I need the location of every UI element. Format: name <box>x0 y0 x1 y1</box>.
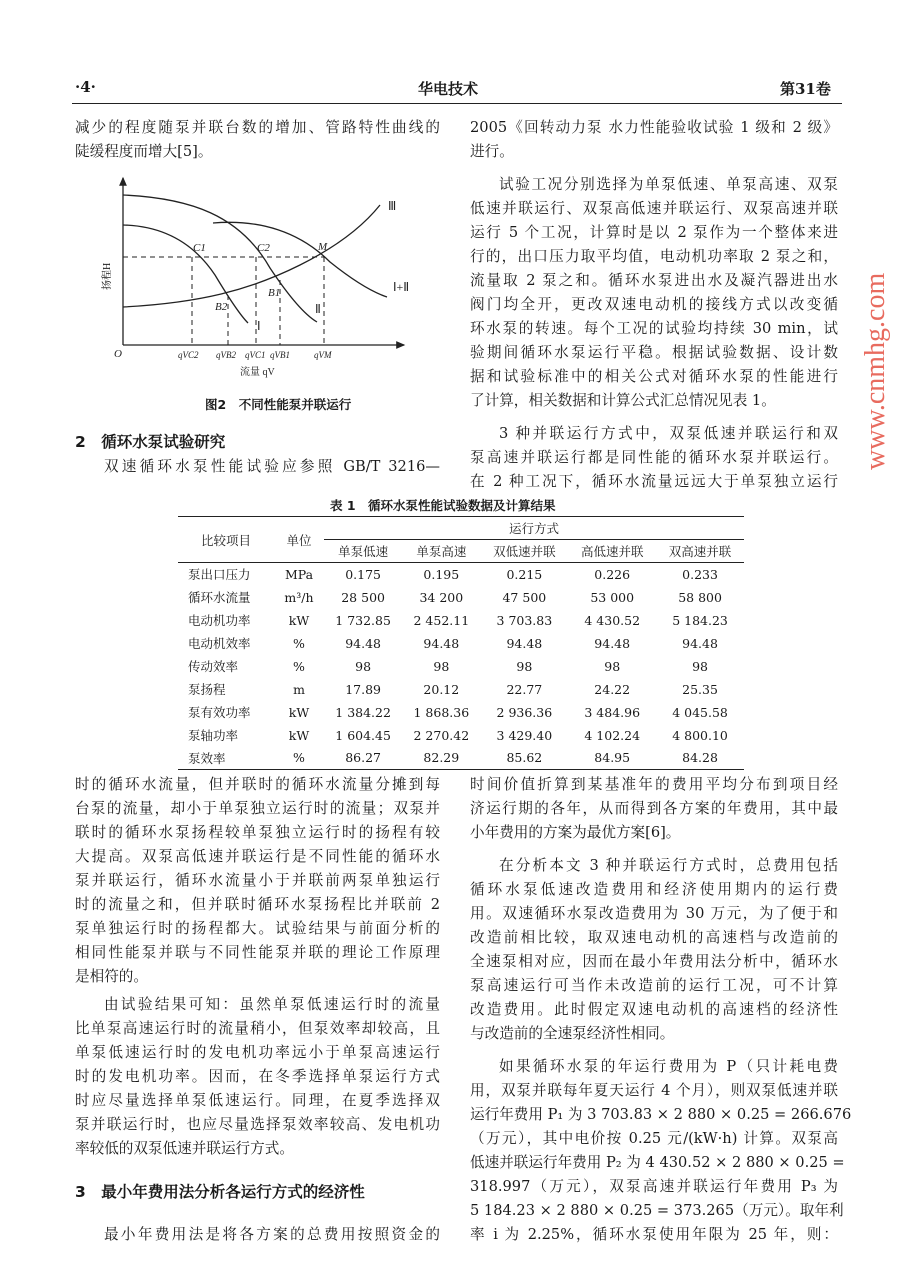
table-row <box>178 724 744 747</box>
text-line: 时的发电机功率。因而，在冬季选择单泵运行方式 <box>75 1068 440 1085</box>
figure-caption: 图2 不同性能泵并联运行 <box>205 397 352 412</box>
table-caption: 表 1 循环水泵性能试验数据及计算结果 <box>330 498 556 513</box>
text-line: 与改造前的全速泵经济性相同。 <box>470 1025 675 1042</box>
text-line: 大提高。双泵高低速并联运行是不同性能的循环水 <box>75 848 440 865</box>
table-cell: 1 604.45 <box>335 727 391 743</box>
point-M: M <box>318 241 328 253</box>
text-line: 台泵的流量，却小于单泵独立运行时的流量；双泵并 <box>75 800 440 817</box>
text-line: 泵并联运行时，也应尽量选择泵效率较高、发电机功 <box>75 1116 440 1133</box>
text-line: 了计算，相关数据和计算公式汇总情况见表 1。 <box>470 392 776 409</box>
table-cell: 5 184.23 <box>672 612 728 628</box>
text-line: 相同性能泵并联与不同性能泵并联的理论工作原理 <box>75 944 440 961</box>
table-cell: % <box>293 750 305 766</box>
table-cell: 0.195 <box>423 566 460 582</box>
table-cell: 1 732.85 <box>335 612 391 628</box>
point-C2: C2 <box>257 242 270 254</box>
table-cell: kW <box>288 704 310 720</box>
table-cell: 94.48 <box>345 635 381 651</box>
table-cell: 98 <box>516 658 533 674</box>
table-cell: 泵出口压力 <box>188 567 251 583</box>
tick: qVC2 <box>178 350 199 360</box>
table-cell: 0.226 <box>594 566 631 582</box>
text-line: 环水泵的转速。每个工况的试验均持续 30 min，试 <box>470 320 838 337</box>
col-group: 运行方式 <box>324 517 744 540</box>
tick: qVC1 <box>245 350 266 360</box>
table-cell: 86.27 <box>345 750 381 766</box>
table-cell: 17.89 <box>345 681 381 697</box>
section-3-heading: 3 最小年费用法分析各运行方式的经济性 <box>75 1183 365 1201</box>
table-cell: 电动机功率 <box>188 613 251 628</box>
paragraph <box>75 116 440 164</box>
curve-III <box>123 205 380 307</box>
table-cell: MPa <box>284 566 314 582</box>
paragraph <box>470 116 838 164</box>
table-cell: kW <box>288 612 310 628</box>
watermark <box>846 190 904 480</box>
col-unit: 单位 <box>274 517 324 563</box>
table-cell: 84.28 <box>682 750 718 766</box>
text-line: 用。双速循环水泵改造费用为 30 万元，为了便于和 <box>470 905 838 922</box>
curve-I <box>123 225 248 323</box>
table-cell: 2 452.11 <box>413 612 470 628</box>
table-cell: 84.95 <box>594 750 631 766</box>
table-cell: % <box>293 658 305 674</box>
text-line: 单泵低速运行时的发电机功率远小于单泵高速运行 <box>75 1044 440 1061</box>
table-cell: 47 500 <box>502 589 547 605</box>
table-cell: 98 <box>692 658 709 674</box>
table-cell: 0.175 <box>345 566 381 582</box>
table-row <box>178 701 744 724</box>
table-cell: 20.12 <box>423 681 460 697</box>
table-cell: 24.22 <box>594 681 631 697</box>
table-cell: 94.48 <box>423 635 460 651</box>
figure-2 <box>90 165 430 385</box>
text-line: 泵高速运行可当作未改造前的运行工况，可不计算 <box>470 977 838 994</box>
table-row <box>178 609 744 632</box>
section-2-heading: 2 循环水泵试验研究 <box>75 433 226 451</box>
table-cell: 1 384.22 <box>335 704 391 720</box>
volume: 第31卷 <box>780 80 831 98</box>
table-cell: kW <box>288 727 310 743</box>
table-cell: 4 102.24 <box>584 727 641 743</box>
text-line: 改造费用。此时假定双速电动机的高速档的经济性 <box>470 1001 838 1018</box>
origin: O <box>114 348 122 360</box>
table-cell: 0.215 <box>506 566 543 582</box>
paragraph <box>470 422 838 494</box>
table-cell: m <box>293 681 305 697</box>
col-mode: 双低速并联 <box>480 540 568 563</box>
table-cell: 1 868.36 <box>413 704 470 720</box>
text-line: 3 种并联运行方式中，双泵低速并联运行和双 <box>499 425 838 442</box>
text-line: 小年费用的方案为最优方案[6]。 <box>470 824 681 841</box>
table-cell: m³/h <box>284 589 314 605</box>
text-line: 如果循环水泵的年运行费用为 P（只计耗电费 <box>499 1058 838 1075</box>
table-cell: 泵轴功率 <box>188 728 239 743</box>
text-line: 时间价值折算到某基准年的费用平均分布到项目经 <box>470 776 838 793</box>
table-cell: 泵扬程 <box>188 682 226 697</box>
text-line: 率较低的双泵低速并联运行方式。 <box>75 1140 294 1157</box>
col-mode: 双高速并联 <box>656 540 744 563</box>
text-line: 在 2 种工况下，循环水流量远远大于单泵独立运行 <box>470 473 838 490</box>
table-cell: 4 045.58 <box>672 704 728 720</box>
table-cell: 94.48 <box>506 635 543 651</box>
table-cell: 82.29 <box>423 750 460 766</box>
col-mode: 单泵高速 <box>402 540 480 563</box>
table-cell: 循环水流量 <box>188 590 251 605</box>
paragraph <box>470 1055 852 1247</box>
text-line: 全速泵相对应，因而在最小年费用法分析中，循环水 <box>470 953 838 970</box>
table-cell: 3 703.83 <box>496 612 553 628</box>
point-C1: C1 <box>193 242 206 254</box>
paragraph <box>470 173 838 413</box>
table-cell: 25.35 <box>682 681 718 697</box>
text-line: 循环水泵低速改造费用和经济使用期内的运行费 <box>470 881 838 898</box>
tick: qVB1 <box>270 350 290 360</box>
table-cell: 53 000 <box>590 589 635 605</box>
table-row <box>178 678 744 701</box>
text-line: 泵单独运行时的扬程都大。试验结果与前面分析的 <box>75 920 440 937</box>
curve-I-II <box>213 222 387 297</box>
table-row <box>178 747 744 770</box>
text-line: 时应尽量选择单泵低速运行。同理，在夏季选择双 <box>75 1092 440 1109</box>
paragraph <box>470 854 838 1046</box>
table-cell: 3 429.40 <box>496 727 553 743</box>
table-cell: 98 <box>355 658 372 674</box>
text-line: 2005《回转动力泵 水力性能验收试验 1 级和 2 级》 <box>470 119 838 136</box>
paragraph <box>75 455 440 479</box>
table-row <box>178 586 744 609</box>
table-cell: 2 936.36 <box>496 704 553 720</box>
point-B2: B2 <box>215 301 228 313</box>
text-line: 运行 5 个工况，计算时是以 2 泵作为一个整体来进 <box>470 224 838 241</box>
table-cell: 3 484.96 <box>584 704 641 720</box>
text-line: 流量取 2 泵之和。循环水泵进出水及凝汽器进出水 <box>470 272 838 289</box>
paragraph <box>75 1223 440 1247</box>
table-cell: % <box>293 635 305 651</box>
table-cell: 34 200 <box>419 589 464 605</box>
table-cell: 泵效率 <box>188 750 226 766</box>
table-cell: 4 800.10 <box>672 727 728 743</box>
text-line: 验期间循环水泵运行平稳。根据试验数据、设计数 <box>470 344 838 361</box>
text-line: （万元），其中电价按 0.25 元/(kW·h) 计算。双泵高 <box>470 1130 838 1147</box>
text-line: 在分析本文 3 种并联运行方式时，总费用包括 <box>499 857 838 874</box>
text-line: 行的，出口压力取平均值，电动机功率取 2 泵之和， <box>470 248 838 265</box>
page-number: ·4· <box>75 78 96 96</box>
x-axis-label: 流量 qV <box>240 367 275 378</box>
text-line: 率 i 为 2.25%，循环水泵使用年限为 25 年，则： <box>470 1226 838 1243</box>
table-cell: 94.48 <box>682 635 718 651</box>
data-table <box>178 516 744 770</box>
text-line: 时的流量之和，但并联时循环水泵扬程比并联前 2 <box>75 896 440 913</box>
text-line: 试验工况分别选择为单泵低速、单泵高速、双泵 <box>499 176 838 193</box>
table-cell: 传动效率 <box>188 659 239 674</box>
table-row <box>178 632 744 655</box>
point-B1: B1 <box>268 287 281 299</box>
label-I: Ⅰ <box>257 319 261 333</box>
text-line: 济运行期的各年，从而得到各方案的年费用，其中最 <box>470 800 838 817</box>
tick: qVM <box>314 350 332 360</box>
col-mode: 单泵低速 <box>324 540 402 563</box>
text-line: 是相符的。 <box>75 968 148 985</box>
text-line: 运行年费用 P₁ 为 3 703.83 × 2 880 × 0.25 = 266.676 <box>470 1106 852 1123</box>
text-line: 据和试验标准中的相关公式对循环水泵的性能进行 <box>470 368 838 385</box>
text-line: 联时的循环水泵扬程较单泵独立运行时的扬程有较 <box>75 824 440 841</box>
text-line: 比单泵高速运行时的流量稍小，但泵效率却较高，且 <box>75 1020 440 1037</box>
text-line: 双速循环水泵性能试验应参照 GB/T 3216— <box>104 458 440 475</box>
watermark-text: www.cnmhg.com <box>860 272 891 470</box>
table-cell: 电动机效率 <box>188 636 251 651</box>
col-item: 比较项目 <box>178 517 274 563</box>
text-line: 泵并联运行，循环水流量小于并联前两泵单独运行 <box>75 872 440 889</box>
label-II: Ⅱ <box>315 302 321 316</box>
table-row <box>178 655 744 678</box>
paragraph <box>470 773 838 845</box>
table-cell: 85.62 <box>506 750 543 766</box>
y-axis-label: 扬程H <box>102 262 113 290</box>
paragraph <box>75 993 440 1161</box>
table-cell: 94.48 <box>594 635 631 651</box>
table-cell: 98 <box>433 658 450 674</box>
table-cell: 4 430.52 <box>584 612 641 628</box>
text-line: 时的循环水流量，但并联时的循环水流量分摊到每 <box>75 776 440 793</box>
text-line: 减少的程度随泵并联台数的增加、管路特性曲线的 <box>75 119 440 136</box>
text-line: 由试验结果可知：虽然单泵低速运行时的流量 <box>104 996 440 1013</box>
label-I-II: Ⅰ+Ⅱ <box>393 280 410 294</box>
table-cell: 98 <box>604 658 621 674</box>
table-cell: 28 500 <box>341 589 385 605</box>
text-line: 阀门均全开，更改双速电动机的接线方式以改变循 <box>470 296 838 313</box>
header-rule <box>72 103 842 104</box>
tick: qVB2 <box>216 350 236 360</box>
text-line: 5 184.23 × 2 880 × 0.25 = 373.265（万元）。取年利 <box>470 1202 844 1219</box>
label-III: Ⅲ <box>388 199 397 213</box>
text-line: 最小年费用法是将各方案的总费用按照资金的 <box>104 1226 440 1243</box>
col-mode: 高低速并联 <box>568 540 656 563</box>
text-line: 陡缓程度而增大[5]。 <box>75 143 213 160</box>
journal-name: 华电技术 <box>418 80 479 98</box>
table-cell: 2 270.42 <box>413 727 470 743</box>
text-line: 进行。 <box>470 143 514 160</box>
text-line: 低速并联运行、双泵高低速并联运行、双泵高速并联 <box>470 200 838 217</box>
table-row <box>178 563 744 586</box>
table-cell: 58 800 <box>678 589 722 605</box>
text-line: 泵高速并联运行都是同性能的循环水泵并联运行。 <box>470 449 838 466</box>
table-cell: 22.77 <box>506 681 543 697</box>
table-cell: 泵有效功率 <box>188 705 251 720</box>
text-line: 低速并联运行年费用 P₂ 为 4 430.52 × 2 880 × 0.25 = <box>470 1154 845 1171</box>
text-line: 用，双泵并联每年夏天运行 4 个月），则双泵低速并联 <box>470 1082 838 1099</box>
text-line: 改造前相比较，取双速电动机的高速档与改造前的 <box>470 929 838 946</box>
table-cell: 0.233 <box>682 566 718 582</box>
text-line: 318.997（万元），双泵高速并联运行年费用 P₃ 为 <box>470 1178 838 1195</box>
paragraph <box>75 773 440 989</box>
